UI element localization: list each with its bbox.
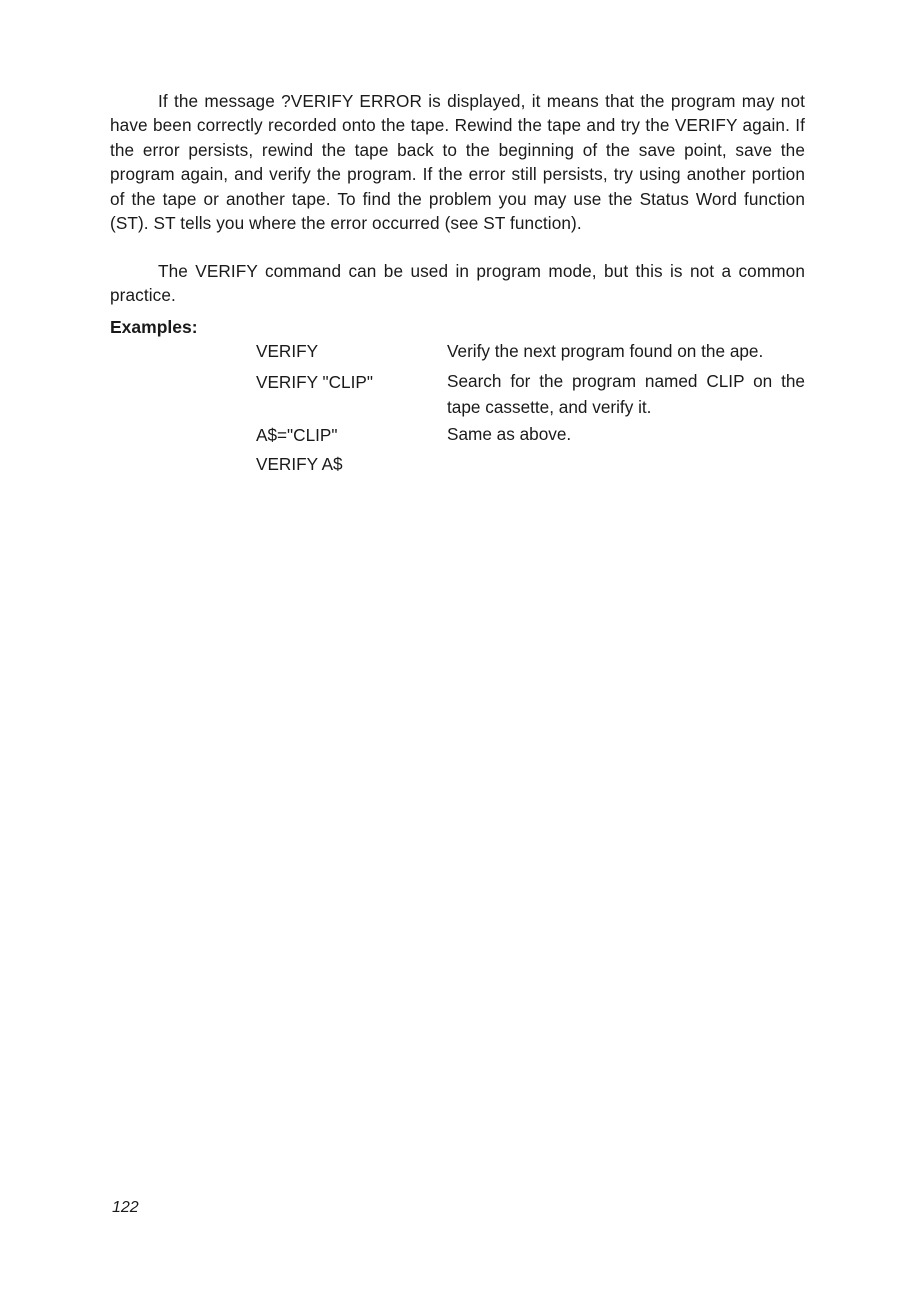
paragraph-text: The VERIFY command can be used in program mode, but this is not a common practice.	[110, 261, 805, 306]
page-number: 122	[112, 1199, 139, 1216]
example-command: VERIFY "CLIP"	[256, 372, 373, 392]
paragraph-text: If the message ?VERIFY ERROR is displayed, it means that the program may not have been correctly recorded onto the tape. Rewind the tape and try the VERIFY again. If the error persists, rewind the tape back to the beginning of the save point, save the program again, and verify the program. If the error still persists, try using another portion of the tape or another tape. To find the problem you may use the Status Word function (ST). ST tells you where the error occurred (see ST function).	[110, 91, 805, 234]
example-command: A$="CLIP"	[256, 425, 338, 445]
example-command: VERIFY	[256, 341, 319, 361]
examples-heading: Examples:	[110, 317, 198, 337]
example-description: Search for the program named CLIP on the tape cassette, and verify it.	[447, 371, 805, 417]
example-command: VERIFY A$	[256, 454, 343, 474]
verify-error-paragraph	[110, 89, 805, 235]
program-mode-paragraph	[110, 259, 805, 308]
example-description: Same as above.	[447, 424, 572, 444]
example-description: Verify the next program found on the ape.	[447, 341, 764, 361]
